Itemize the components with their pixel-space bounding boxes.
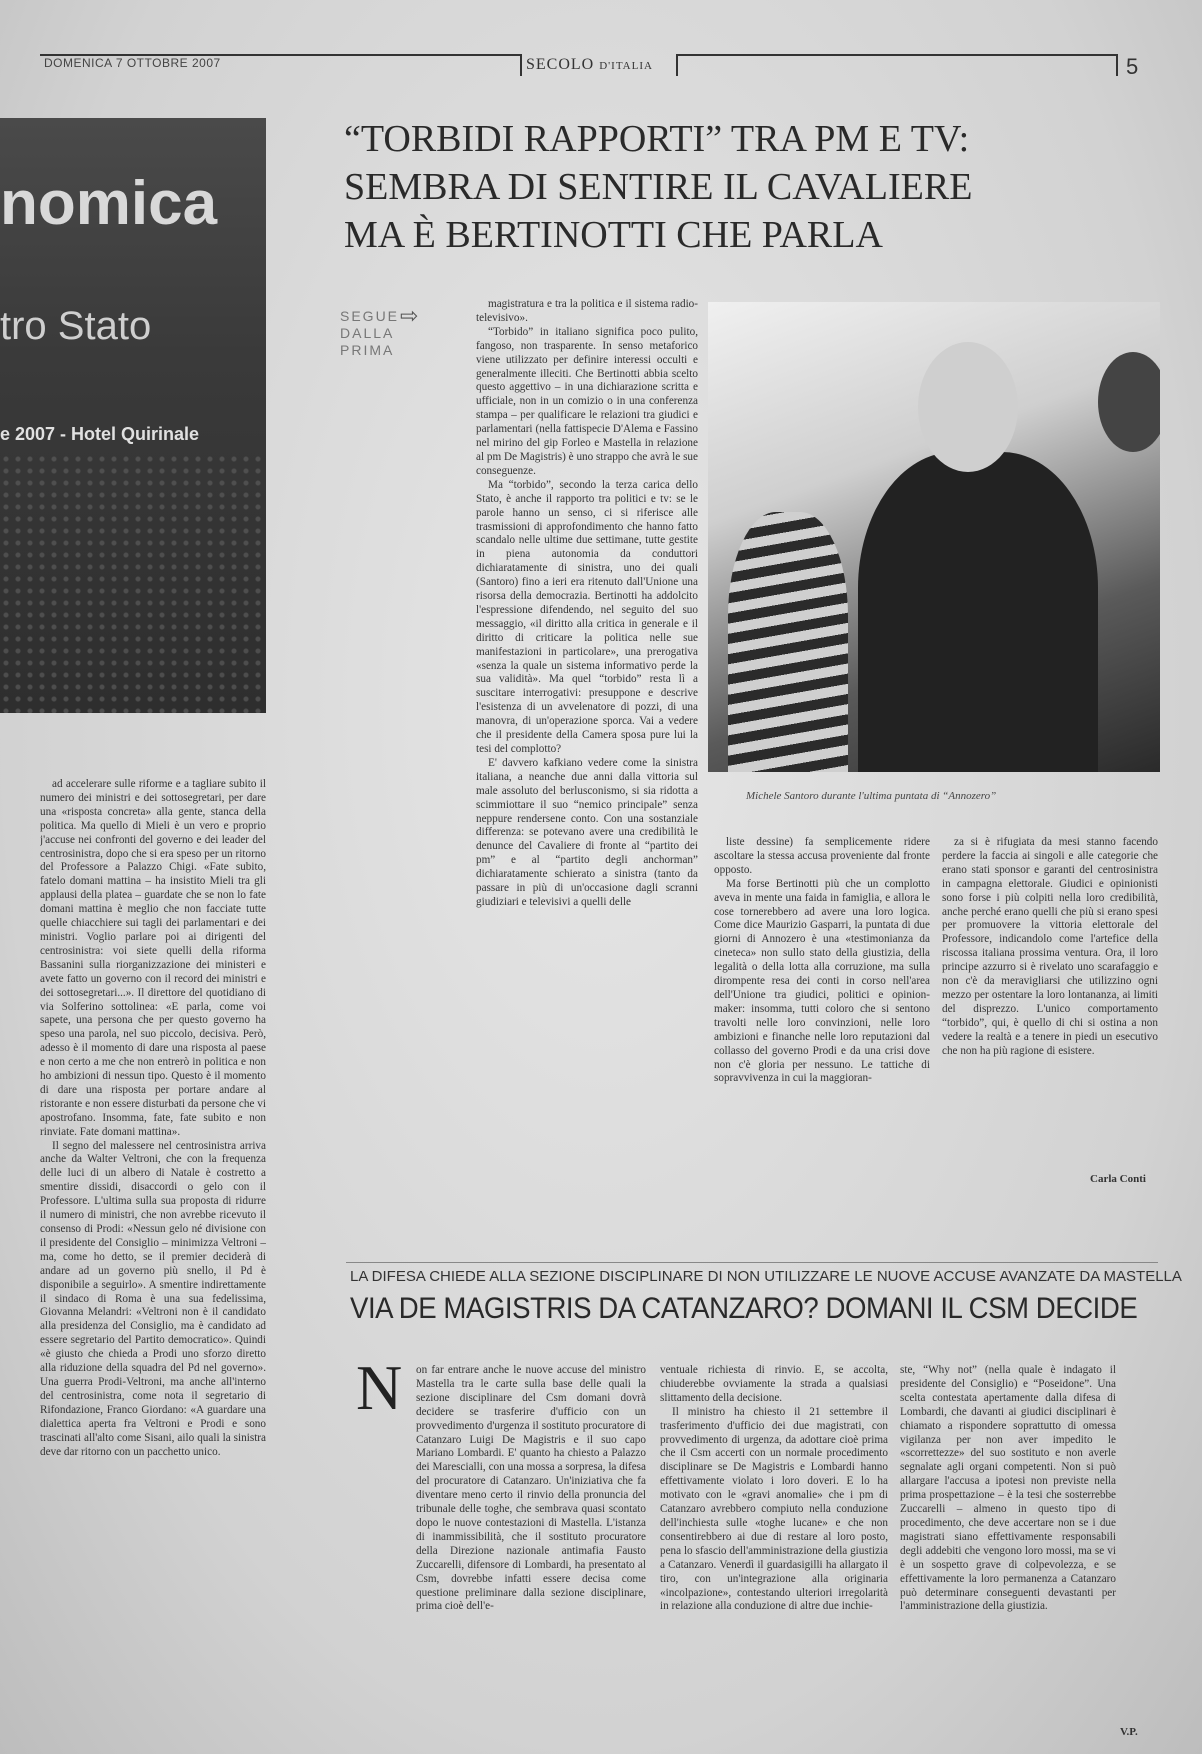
header-divider [1116,54,1118,76]
drop-cap: N [356,1352,403,1423]
paragraph: Il segno del malessere nel centrosinistra arriva anche da Walter Veltroni, che con la frequenza delle luci di un albero di Natale è costretto a smentire dissidi, disaccordi o gelo con il Professore. L'ultima sulla sua proposta di ridurre il numero di ministri, che non avrebbe ricevuto il consenso di Prodi: «Nessun gelo né divisione con il presidente del Consiglio – minimizza Veltroni – ma, come ho detto, se il premier deciderà di andare ad un governo più snello, il Pd è disponibile a seguirlo». A smentire indirettamente il sindaco di Roma è una sua fedelissima, Giovanna Melandri: «Veltroni non è il candidato alla presidenza del Consiglio, ma è candidato ad essere segretario del Partito democratico». Quindi «è giusto che chieda a Prodi uno sforzo diretto alla riduzione della squadra del Pd nel governo». Una guerra Prodi-Veltroni, ma anche all'interno del centrosinistra, come nota il segretario di Rifondazione, Franco Giordano: «A guardare una dialettica aperta fra Veltroni e Prodi e sono trascinati all'alto come Sisani, ailo quali la sinistra deve dar ritorno con un pacchetto unico. [40,1139,266,1458]
article-column-1 [476,298,698,1188]
headline-line: “TORBIDI RAPPORTI” TRA PM E TV: [344,118,970,160]
box-column-2 [660,1364,888,1746]
arrow-right-icon: ⇨ [400,303,419,328]
header-date: DOMENICA 7 OTTOBRE 2007 [44,56,221,70]
continued-word: SEGUE [340,308,400,324]
paragraph: ste, “Why not” (nella quale è indagato il presidente del Consiglio) e “Poseidone”. Una scelta contestata apertamente dalla difesa di Lombardi, che davanti ai giudici disciplinari è chiamato a rispondere soprattutto di omessa vigilanza per non aver impedito le «scorrettezze» del suo sostituto e non averle segnalate agli organi competenti. Non si può allargare l'accusa a ipotesi non previste nella prima prospettazione – è la tesi che sosterrebbe Zuccarelli – almeno in questo tipo di procedimento, che deve accertare non se i due magistrati siano effettivamente responsabili degli addebiti che vengono loro mossi, ma se vi è un sospetto grave di colpevolezza, e se effettivamente la loro permanenza a Catanzaro può determinare conseguenti devastanti per l'amministrazione della giustizia. [900,1364,1116,1613]
paragraph: liste dessine) fa semplicemente ridere ascoltare la stessa accusa proveniente dal fronte opposto. [714,836,930,876]
photo-figure [728,512,848,772]
santoro-photo [708,302,1160,772]
article-headline [344,115,1144,259]
paragraph: on far entrare anche le nuove accuse del ministro Mastella tra le carte sulla base delle quali la sezione disciplinare del Csm domani dovrà decidere se trasferire d'ufficio con un provvedimento d'urgenza il sostituto procuratore di Catanzaro Luigi De Magistris e il suo capo Mariano Lombardi. E' quanto ha chiesto a Palazzo dei Marescialli, con una mossa a sorpresa, la difesa del procuratore di Catanzaro. Un'iniziativa che fa diventare meno certo il rinvio della pronuncia del tribunale delle toghe, che sembrava quasi scontato dopo le nuove contestazioni di Mastella. L'istanza di inammissibilità, che il sostituto procuratore della Direzione nazionale antimafia Fausto Zuccarelli, difensore di Lombardi, ha presentato al Csm, dovrebbe infatti essere decisa come questione preliminare dalla sezione disciplinare, prima cioè dell'e- [416,1364,646,1613]
paragraph: “Torbido” in italiano significa poco pulito, fangoso, non trasparente. In senso metaforico viene utilizzato per definire interessi occulti e generalmente illeciti. Che Bertinotti abbia scelto questo aggettivo – in una dichiarazione scritta e ufficiale, non in un comizio o in una conferenza stampa – per qualificare le relazioni tra giudici e parlamentari (nella fattispecie D'Alema e Fassino nel mirino del gip Forleo e Mastella in relazione al pm De Magistris) è uno strappo che avrà le sue conseguenze. [476,325,698,477]
header-paper-name: SECOLO D'ITALIA [526,56,653,73]
conference-banner-subtitle: tro Stato [0,304,152,348]
conference-photo [0,118,266,713]
paragraph: magistratura e tra la politica e il sistema radio-televisivo». [476,298,698,324]
article-signature: Carla Conti [1090,1173,1146,1185]
paragraph: E' davvero kafkiano vedere come la sinistra italiana, a neanche due anni dalla vittoria sul male assoluto del berlusconismo, si sia ridotta a scimmiottare il suo “nemico principale” senza neppure rendersene conto. Con una sostanziale differenza: se potevano avere una credibilità le denunce del Cavaliere di fronte al “partito dei pm” e al “partito degli anchorman” dichiaratamente schierato a sinistra (tanto da passare in più di un'occasione dagli scranni giudiziari e televisivi a quelli delle [476,756,698,908]
box-kicker: LA DIFESA CHIEDE ALLA SEZIONE DISCIPLINARE DI NON UTILIZZARE LE NUOVE ACCUSE AVANZATE DA MASTELLA [350,1268,1182,1285]
photo-figure [858,452,1098,772]
audience-texture [0,453,266,713]
box-subhead: VIA DE MAGISTRIS DA CATANZARO? DOMANI IL CSM DECIDE [350,1292,1138,1325]
photo-figure [918,342,1018,472]
conference-banner-text: nomica [0,169,218,238]
box-signature: V.P. [1120,1726,1138,1738]
photo-figure [1098,352,1160,452]
box-column-1 [416,1364,646,1746]
box-rule [346,1262,1158,1263]
headline-line: MA È BERTINOTTI CHE PARLA [344,214,883,256]
page-number: 5 [1126,54,1139,79]
paragraph: Ma forse Bertinotti più che un complotto aveva in mente una faida in famiglia, e allora le cose tornerebbero ad avere una loro logica. Come dice Maurizio Gasparri, la puntata di due giorni di Annozero è una «testimonianza da cineteca» non sullo stato della giustizia, della legalità o della lotta alla corruzione, ma sulla dirompente resa dei conti in corso nell'area dell'Unione tra giudici, politici e opinion-maker: insomma, tutti coloro che si sentono travolti nelle loro convinzioni, nelle loro ambizioni e finanche nelle loro reputazioni dal collasso del governo Prodi e da una crisi dove non c'è gloria per nessuno. Le tattiche di sopravvivenza in cui la maggioran- [714,877,930,1085]
continued-label [340,308,399,359]
header-rule-right [676,54,1116,56]
photo-caption: Michele Santoro durante l'ultima puntata di “Annozero” [746,790,997,802]
paragraph: ad accelerare sulle riforme e a tagliare subito il numero dei ministri e dei sottosegretari, per dare una «risposta concreta» alla gente, stanca della politica. Ma quello di Mieli è un vero e proprio j'accuse nei confronti del governo e dei leader del centrosinistra, dopo che si era speso per un ritorno del Professore a Palazzo Chigi. «Fate subito, fatelo domani mattina – ha insistito Mieli tra gli applausi della platea – guardate che se non lo fate domani mattina è meglio che non facciate tutte quelle chiacchiere sui tagli dei parlamentari e dei ministri. Voglio parlare poi ai dirigenti del centrosinistra: voi siete quelli della riforma Bassanini sulla riorganizzazione dei ministeri e avete fatto un governo con il record dei ministri e dei sottosegretari...». Il direttore del quotidiano di via Solferino sottolinea: «E parla, come voi sapete, una persona che per questo governo ha speso una parola, nel suo piccolo, decisiva. Però, adesso è il momento di dare una risposta al paese e non certo a me che non entrerò in politica e non ho ambizioni di nessun tipo. Questo è il momento di dare una risposta per portare andare al ristorante e non essere disturbati da persone che vi apostrofano. Insomma, fate, fate subito e non rinviate. Fate domani mattina». [40,778,266,1138]
paragraph: Il ministro ha chiesto il 21 settembre il trasferimento d'ufficio dei due magistrati, con provvedimento di urgenza, da adottare cioè prima che il Csm accerti con un normale procedimento disciplinare se De Magistris e Lombardi hanno effettivamente violato i loro doveri. E lo ha motivato con le «gravi anomalie» che i pm di Catanzaro avrebbero compiuto nella conduzione dell'inchiesta sulle «toghe lucane» e che non consentirebbero ai due di restare al loro posto, pena lo sfascio dell'amministrazione della giustizia a Catanzaro. Venerdì il guardasigilli ha allargato il tiro, con un'integrazione alla originaria «incolpazione», contestando ulteriori irregolarità in relazione alla conduzione di altre due inchie- [660,1405,888,1613]
article-column-3 [942,836,1158,1170]
continued-word: PRIMA [340,342,395,358]
article-column-2 [714,836,930,1188]
paragraph: Ma “torbido”, secondo la terza carica dello Stato, è anche il rapporto tra politici e tv: se le parole hanno un senso, ci si riferisce alle trasmissioni di approfondimento che hanno fatto scandalo nelle ultime due settimane, tutte gestite in piena autonomia da conduttori dichiaratamente di sinistra, uno dei quali (Santoro) fino a ieri era ritenuto dall'Unione una risorsa della democrazia. Bertinotti ha addolcito l'espressione difendendo, nel seguito del suo messaggio, «il diritto alla critica in generale e il diritto di criticare la politica nelle sue manifestazioni in particolare», una prerogativa «senza la quale un sistema informativo perde la sua validità». Ma quel “torbido” resta lì a suscitare interrogativi: presuppone e descrive l'esistenza di un avvelenatore di pozzi, di una manovra, di un'operazione sporca. Vai a vedere che il presidente della Camera sposa pure lui la tesi del complotto? [476,478,698,755]
paragraph: za si è rifugiata da mesi stanno facendo perdere la faccia ai singoli e alle categorie che erano stati sponsor e garanti del centrosinistra in campagna elettorale. Giudici e opinionisti sono forse i più colpiti nella loro credibilità, anche perché erano quelli che più si erano spesi per promuovere la vittoria elettorale del Professore, indicandolo come l'artefice della riscossa italiana prossima ventura. Ora, il loro principe azzurro si è rivelato uno scarafaggio e non c'è da meravigliarsi che utilizzino ogni mezzo per ostentare la loro lontananza, ai limiti del disprezzo. L'unico comportamento “torbido”, qui, è quello di chi si ostina a non vedere la realtà e a tenere in piedi un esecutivo che non ha più ragione di esistere. [942,836,1158,1057]
header-divider [520,54,522,76]
continued-word: DALLA [340,325,395,341]
header-divider [676,54,678,76]
paragraph: ventuale richiesta di rinvio. E, se accolta, chiuderebbe ovviamente la strada a qualsiasi slittamento della decisione. [660,1364,888,1404]
left-article-column [40,778,266,1750]
headline-line: SEMBRA DI SENTIRE IL CAVALIERE [344,166,973,208]
conference-banner-date: e 2007 - Hotel Quirinale [0,424,200,444]
box-column-3 [900,1364,1116,1720]
